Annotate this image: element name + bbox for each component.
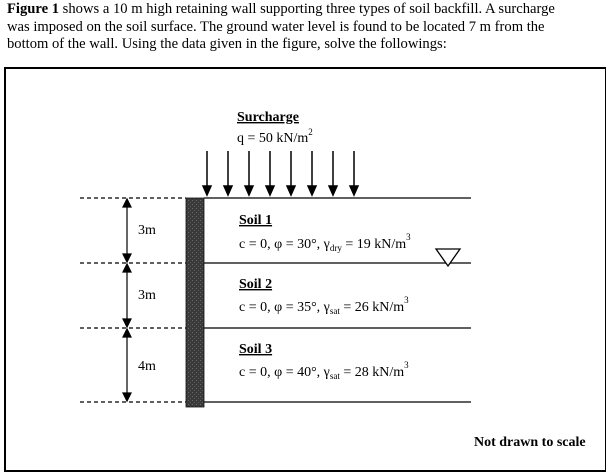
soil1-properties: c = 0, φ = 30°, $\gamma_{dry} = 19$ $kN/m^3$ (239, 232, 411, 253)
surcharge-arrow (245, 151, 253, 195)
dimension-extension-lines (80, 198, 186, 402)
surcharge-arrow (224, 151, 232, 195)
surcharge-title: Surcharge (237, 110, 299, 125)
not-to-scale-note: Not drawn to scale (474, 435, 586, 450)
intro-line-1: Figure 1 shows a 10 m high retaining wall supporting three types of soil backfill. A surcharge (7, 1, 555, 17)
depth-label-soil1: 3m (138, 223, 156, 238)
surcharge-arrow (350, 151, 358, 195)
depth-label-soil2: 3m (138, 288, 156, 303)
dimension-arrows (123, 199, 131, 401)
intro-line-2: was imposed on the soil surface. The ground water level is found to be located 7 m from the (7, 18, 545, 35)
soil2-properties: c = 0, φ = 35°, $\gamma_{sat} = 26$ $kN/m^3$ (239, 295, 409, 316)
surcharge-value: q = 50 $kN/m^2$ (237, 127, 313, 146)
soil1-title: Soil 1 (239, 213, 273, 228)
soil3-title: Soil 3 (239, 342, 273, 357)
surcharge-arrow (266, 151, 274, 195)
surcharge-arrow (287, 151, 295, 195)
soil2-title: Soil 2 (239, 277, 273, 292)
surcharge-arrow (308, 151, 316, 195)
surcharge-arrow (329, 151, 337, 195)
intro-line-3: bottom of the wall. Using the data given in the figure, solve the followings: (7, 36, 447, 52)
surcharge-arrows (203, 151, 358, 195)
surcharge-arrow (203, 151, 211, 195)
soil3-properties: c = 0, φ = 40°, $\gamma_{sat} = 28$ $kN/m^3$ (239, 360, 409, 381)
retaining-wall (186, 198, 204, 407)
depth-label-soil3: 4m (138, 359, 156, 374)
